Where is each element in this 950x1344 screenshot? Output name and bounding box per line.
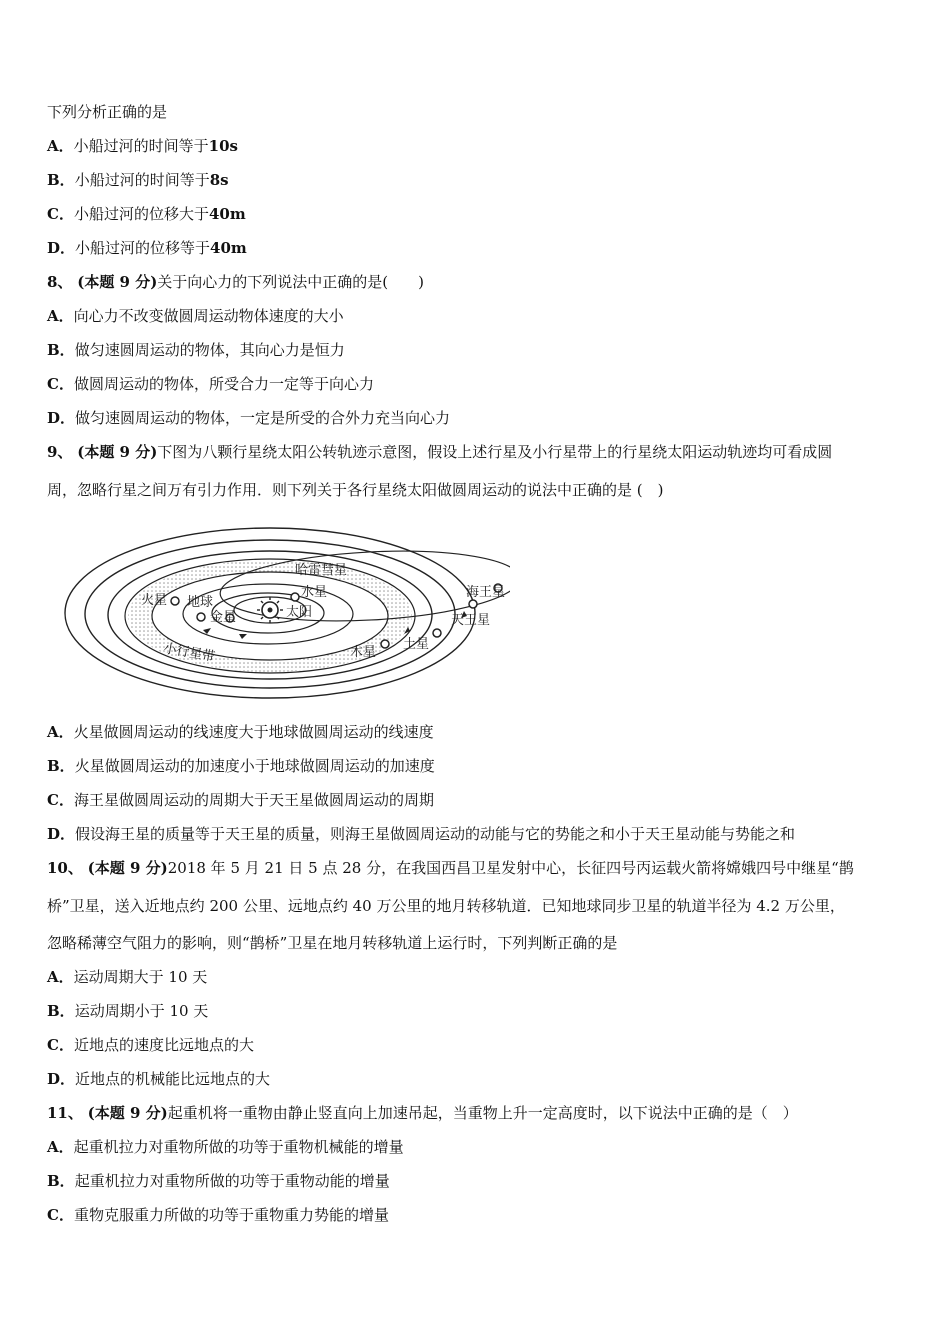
q9-option-b[interactable] (47, 756, 435, 776)
q10-stem-line2: 桥”卫星，送入近地点约 200 公里、远地点约 40 万公里的地月转移轨道．已知地球同步卫星的轨道半径为 4.2 万公里， (47, 897, 845, 915)
option-text: 火星做圆周运动的加速度小于地球做圆周运动的加速度 (74, 757, 435, 775)
option-letter: C． (47, 1206, 74, 1224)
label-mars: 火星 (141, 593, 168, 608)
q11-option-a[interactable] (47, 1137, 404, 1157)
option-letter: B． (47, 171, 75, 189)
q10-option-b[interactable] (47, 1001, 208, 1021)
label-neptune: 海王星 (465, 585, 505, 600)
solar-system-orbit-diagram (55, 518, 510, 704)
mars-icon (171, 597, 179, 605)
uranus-icon (469, 600, 477, 608)
question-number: 8、 (47, 273, 73, 291)
q8-option-b[interactable] (47, 340, 345, 360)
label-venus: 金星 (210, 610, 237, 625)
option-text: 假设海王星的质量等于天王星的质量，则海王星做圆周运动的动能与它的势能之和小于天王星动能与势能之和 (75, 825, 796, 843)
q8-stem (47, 272, 424, 292)
question-text: 关于向心力的下列说法中正确的是( ) (157, 273, 425, 291)
option-text: 小船过河的时间等于 (74, 171, 210, 189)
option-text: 重物克服重力所做的功等于重物重力势能的增量 (73, 1206, 389, 1224)
q8-option-a[interactable] (47, 306, 344, 326)
saturn-icon (433, 629, 441, 637)
q8-option-d[interactable] (47, 408, 450, 428)
option-letter: B． (47, 757, 75, 775)
option-letter: A． (47, 723, 74, 741)
option-letter: C． (47, 375, 74, 393)
label-asteroid-belt: 小行星带 (162, 641, 217, 665)
q10-stem-line3: 忽略稀薄空气阻力的影响，则“鹊桥”卫星在地月转移轨道上运行时，下列判断正确的是 (47, 934, 618, 952)
option-text: 近地点的速度比远地点的大 (73, 1036, 254, 1054)
label-mercury: 水星 (301, 585, 328, 600)
option-letter: B． (47, 341, 75, 359)
option-letter: A． (47, 1138, 74, 1156)
question-number: 10、 (47, 859, 83, 877)
q9-stem-line2: 周，忽略行星之间万有引力作用．则下列关于各行星绕太阳做圆周运动的说法中正确的是 ( ) (47, 481, 664, 499)
question-number: 11、 (47, 1104, 83, 1122)
question-number: 9、 (47, 443, 73, 461)
q8-option-c[interactable] (47, 374, 374, 394)
label-uranus: 天王星 (451, 613, 491, 628)
option-letter: C． (47, 791, 74, 809)
label-halley: 哈雷彗星 (295, 563, 348, 578)
q10-option-d[interactable] (47, 1069, 270, 1089)
q10-option-a[interactable] (47, 967, 207, 987)
q9-option-a[interactable] (47, 722, 434, 742)
option-text: 小船过河的位移等于 (75, 239, 211, 257)
label-saturn: 土星 (403, 637, 430, 652)
option-letter: B． (47, 1172, 75, 1190)
q7-option-d[interactable] (47, 238, 247, 258)
q9-option-d[interactable] (47, 824, 795, 844)
option-text: 海王星做圆周运动的周期大于天王星做圆周运动的周期 (73, 791, 434, 809)
question-tag: (本题 9 分) (87, 859, 168, 877)
label-earth: 地球 (187, 595, 214, 610)
option-text: 做匀速圆周运动的物体，其向心力是恒力 (74, 341, 345, 359)
option-text: 向心力不改变做圆周运动物体速度的大小 (73, 307, 344, 325)
option-letter: C． (47, 205, 74, 223)
q11-stem (47, 1103, 798, 1123)
option-letter: D． (47, 409, 76, 427)
option-letter: D． (47, 825, 76, 843)
mercury-icon (291, 593, 299, 601)
q10-stem-line1 (47, 858, 854, 878)
option-text: 小船过河的位移大于 (73, 205, 209, 223)
option-value: 40m (208, 205, 246, 223)
option-text: 近地点的机械能比远地点的大 (75, 1070, 271, 1088)
q10-option-c[interactable] (47, 1035, 254, 1055)
question-text: 起重机将一重物由静止竖直向上加速吊起，当重物上升一定高度时，以下说法中正确的是（ ） (167, 1104, 798, 1122)
option-letter: D． (47, 239, 76, 257)
label-sun: 太阳 (286, 605, 313, 620)
q7-option-c[interactable] (47, 204, 246, 224)
option-letter: B． (47, 1002, 75, 1020)
q11-option-c[interactable] (47, 1205, 389, 1225)
option-value: 40m (210, 239, 247, 257)
label-jupiter: 木星 (350, 645, 377, 660)
q9-option-c[interactable] (47, 790, 434, 810)
intro-text: 下列分析正确的是 (47, 103, 168, 121)
option-letter: A． (47, 307, 74, 325)
question-tag: (本题 9 分) (77, 273, 158, 291)
option-text: 小船过河的时间等于 (73, 137, 209, 155)
question-tag: (本题 9 分) (87, 1104, 168, 1122)
option-letter: A． (47, 968, 74, 986)
option-letter: C． (47, 1036, 74, 1054)
option-text: 起重机拉力对重物所做的功等于重物动能的增量 (74, 1172, 390, 1190)
option-value: 10s (208, 137, 238, 155)
option-text: 运动周期小于 10 天 (74, 1002, 209, 1020)
option-letter: D． (47, 1070, 76, 1088)
q9-stem-line1 (47, 442, 832, 462)
question-text: 下图为八颗行星绕太阳公转轨迹示意图，假设上述行星及小行星带上的行星绕太阳运动轨迹均可看成圆 (157, 443, 833, 461)
option-letter: A． (47, 137, 74, 155)
option-text: 做匀速圆周运动的物体，一定是所受的合外力充当向心力 (75, 409, 451, 427)
option-text: 做圆周运动的物体，所受合力一定等于向心力 (73, 375, 374, 393)
earth-icon (197, 613, 205, 621)
jupiter-icon (381, 640, 389, 648)
question-tag: (本题 9 分) (77, 443, 158, 461)
option-text: 运动周期大于 10 天 (73, 968, 208, 986)
q7-option-a[interactable] (47, 136, 238, 156)
option-text: 火星做圆周运动的线速度大于地球做圆周运动的线速度 (73, 723, 434, 741)
q7-option-b[interactable] (47, 170, 229, 190)
question-text: 2018 年 5 月 21 日 5 点 28 分，在我国西昌卫星发射中心，长征四号丙运载火箭将嫦娥四号中继星“鹊 (167, 859, 854, 877)
option-text: 起重机拉力对重物所做的功等于重物机械能的增量 (73, 1138, 404, 1156)
option-value: 8s (209, 171, 229, 189)
q11-option-b[interactable] (47, 1171, 390, 1191)
